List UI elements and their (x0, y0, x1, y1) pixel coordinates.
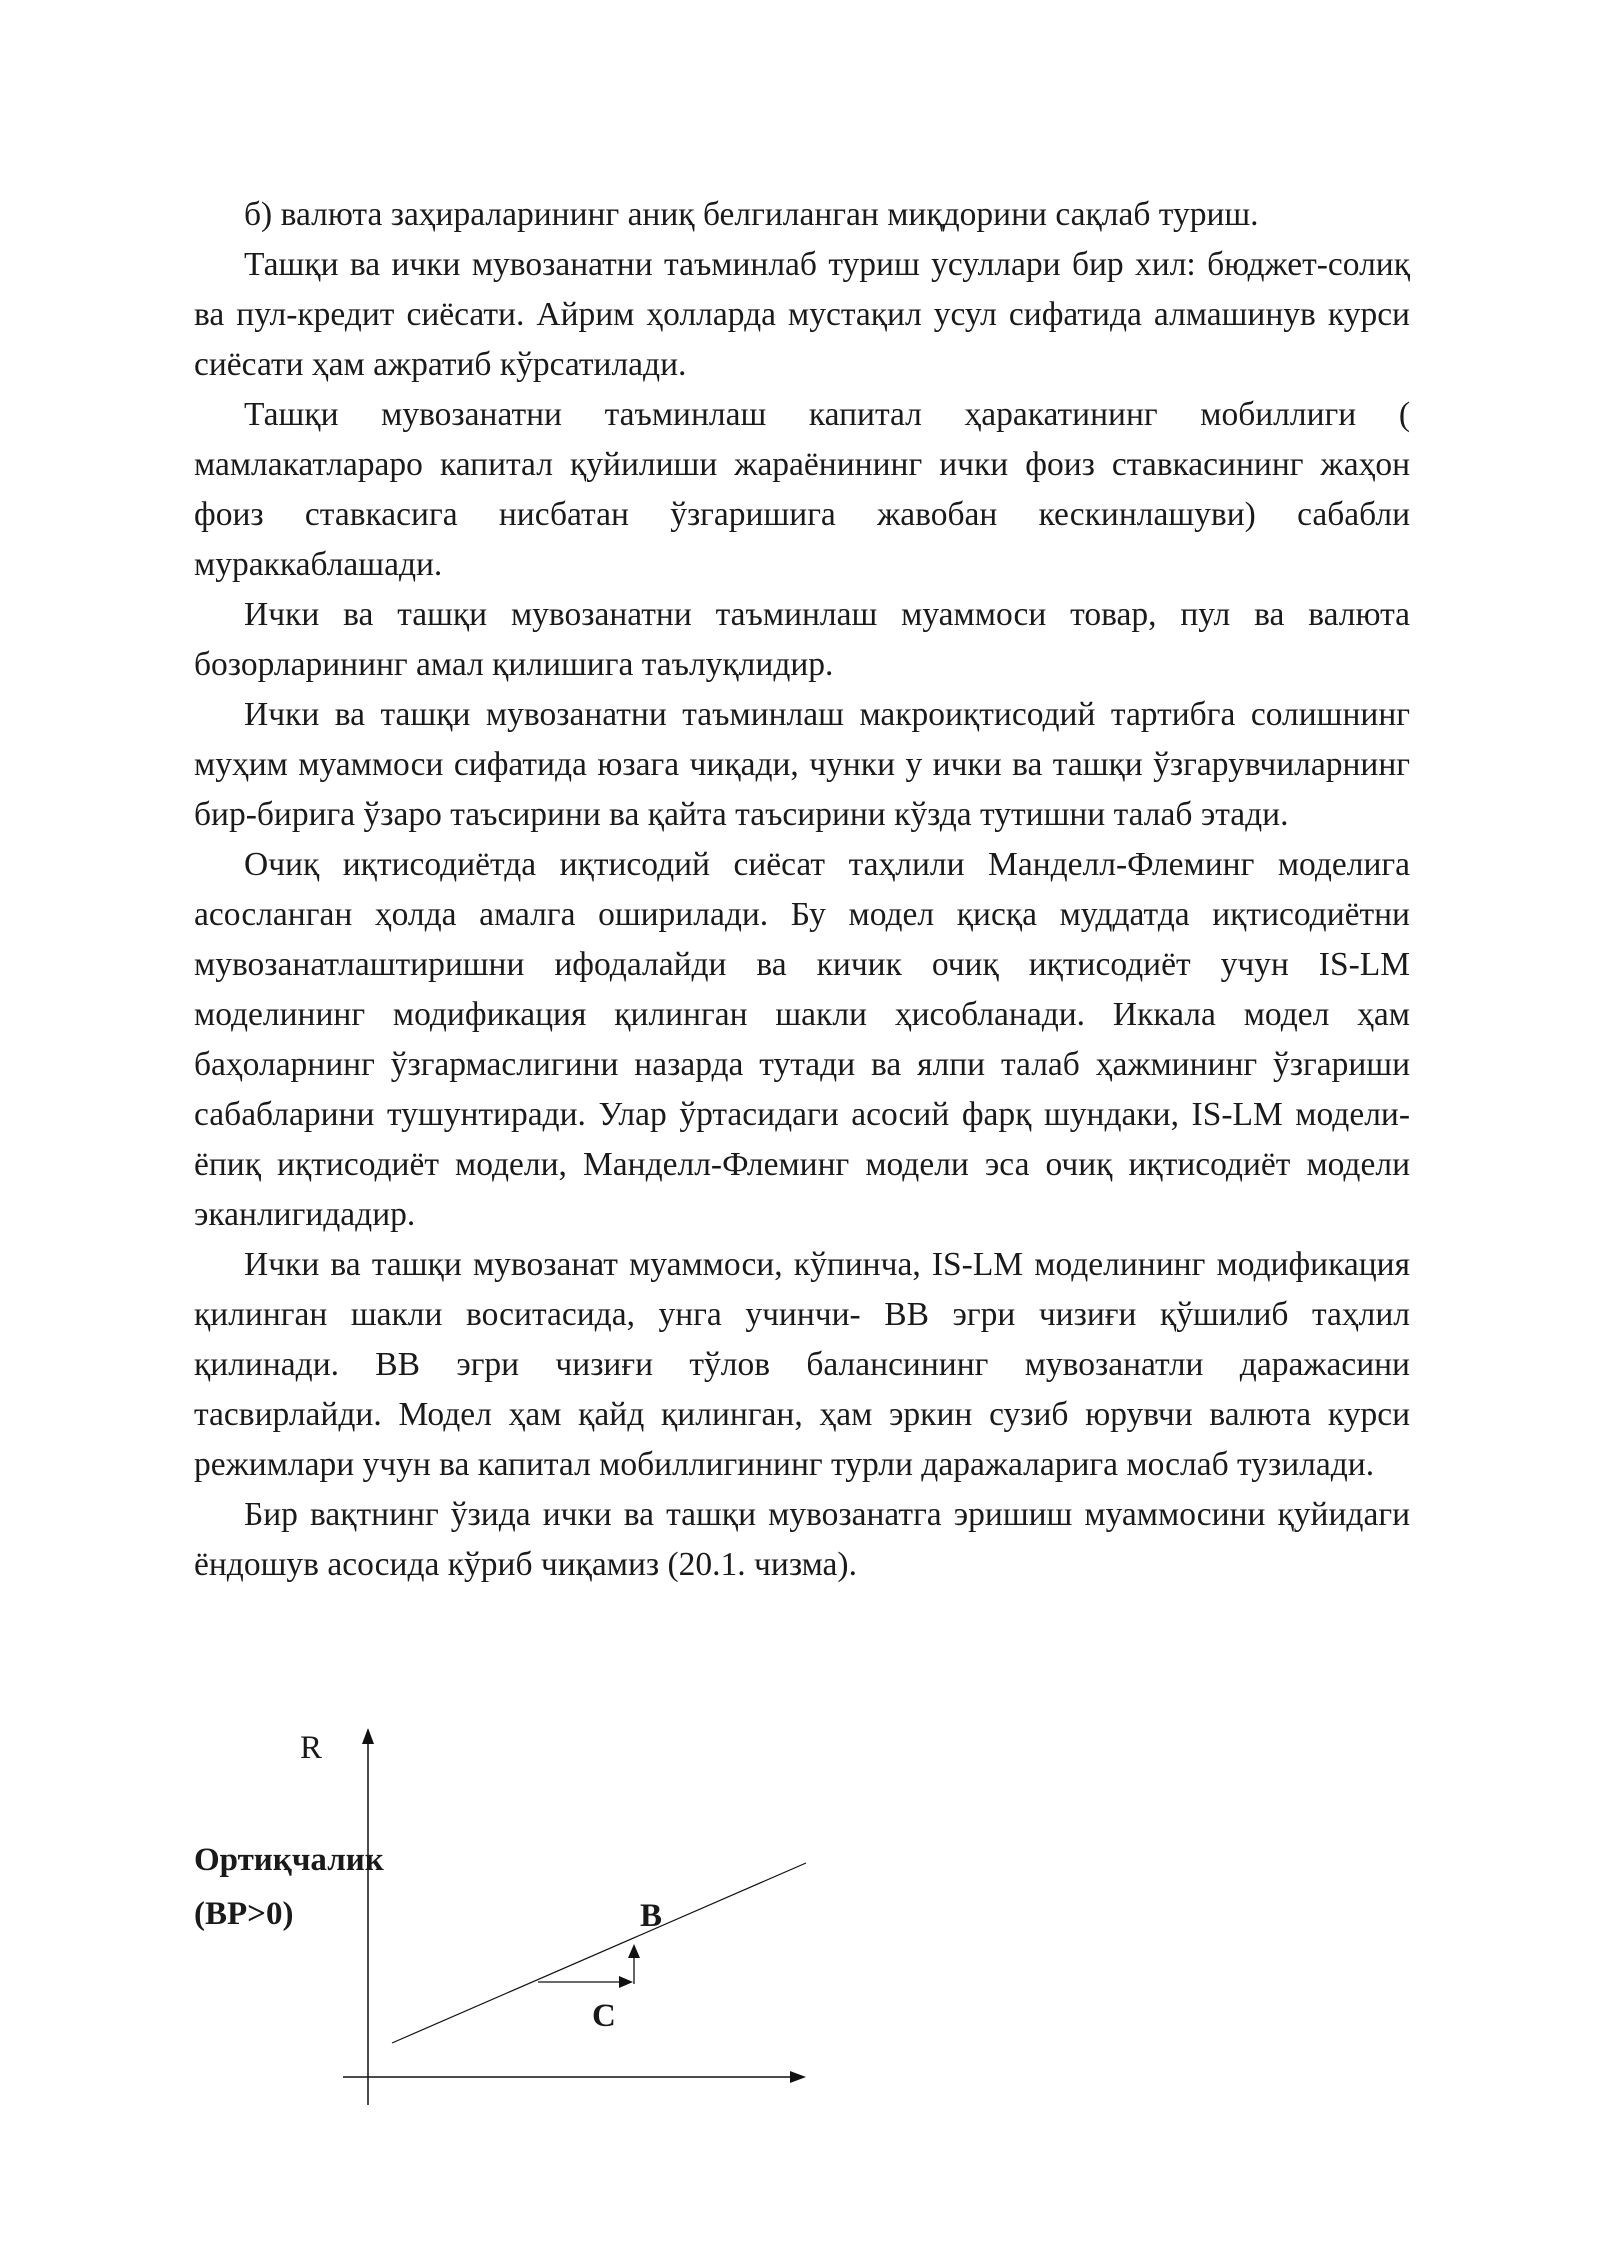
paragraph-4: Ички ва ташқи мувозанатни таъминлаш муаммоси товар, пул ва валюта бозорларининг амал қилишига таълуқлидир. (194, 596, 1410, 683)
region-label-line1: Ортиқчалик (194, 1842, 384, 1878)
paragraph-3: Ташқи мувозанатни таъминлаш капитал ҳаракатининг мобиллиги ( мамлакатлараро капитал қуйилиши жараёнининг ички фоиз ставкасининг жаҳон фоиз ставкасига нисбатан ўзгаришига жавобан кескинлашуви) сабабли мураккаблашади. (194, 396, 1410, 583)
paragraph-8: Бир вақтнинг ўзида ички ва ташқи мувозанатга эришиш муаммосини қуйидаги ёндошув асосида кўриб чиқамиз (20.1. чизма). (194, 1496, 1410, 1583)
horizontal-shift-arrow (619, 1976, 633, 1988)
paragraph-2: Ташқи ва ички мувозанатни таъминлаб туриш усуллари бир хил: бюджет-солиқ ва пул-кредит сиёсати. Айрим ҳолларда мустақил усул сифатида алмашинув курси сиёсати ҳам ажратиб кўрсатилади. (194, 246, 1410, 383)
y-axis-arrow (362, 1728, 374, 1744)
body-text (194, 190, 1410, 1590)
paragraph-6: Очиқ иқтисодиётда иқтисодий сиёсат таҳлили Манделл-Флеминг моделига асосланган ҳолда амалга оширилади. Бу модел қисқа муддатда иқтисодиётни мувозанатлаштиришни ифодалайди ва кичик очиқ иқтисодиёт учун IS-LM моделининг модификация қилинган шакли ҳисобланади. Иккала модел ҳам баҳоларнинг ўзгармаслигини назарда тутади ва ялпи талаб ҳажмининг ўзгариши сабабларини тушунтиради. Улар ўртасидаги асосий фарқ шундаки, IS-LM модели-ёпиқ иқтисодиёт модели, Манделл-Флеминг модели эса очиқ иқтисодиёт модели эканлигидадир. (194, 846, 1410, 1233)
region-label-line2: (BP>0) (194, 1896, 294, 1932)
point-c-label: C (592, 1998, 616, 2034)
paragraph-1: б) валюта заҳираларининг аниқ белгиланган миқдорини сақлаб туриш. (244, 196, 1259, 233)
point-b-label: B (640, 1898, 663, 1934)
bp-diagram (0, 1720, 1600, 2140)
x-axis-arrow (790, 2071, 806, 2083)
y-axis-label: R (300, 1730, 323, 1766)
paragraph-5: Ички ва ташқи мувозанатни таъминлаш макроиқтисодий тартибга солишнинг муҳим муаммоси сифатида юзага чиқади, чунки у ички ва ташқи ўзгарувчиларнинг бир-бирига ўзаро таъсирини ва қайта таъсирини кўзда тутишни талаб этади. (194, 696, 1410, 833)
paragraph-7: Ички ва ташқи мувозанат муаммоси, кўпинча, IS-LM моделининг модификация қилинган шакли воситасида, унга учинчи- BB эгри чизиғи қўшилиб таҳлил қилинади. BB эгри чизиғи тўлов балансининг мувозанатли даражасини тасвирлайди. Модел ҳам қайд қилинган, ҳам эркин сузиб юрувчи валюта курси режимлари учун ва капитал мобиллигининг турли даражаларига мослаб тузилади. (194, 1246, 1410, 1483)
vertical-shift-arrow (628, 1944, 640, 1958)
